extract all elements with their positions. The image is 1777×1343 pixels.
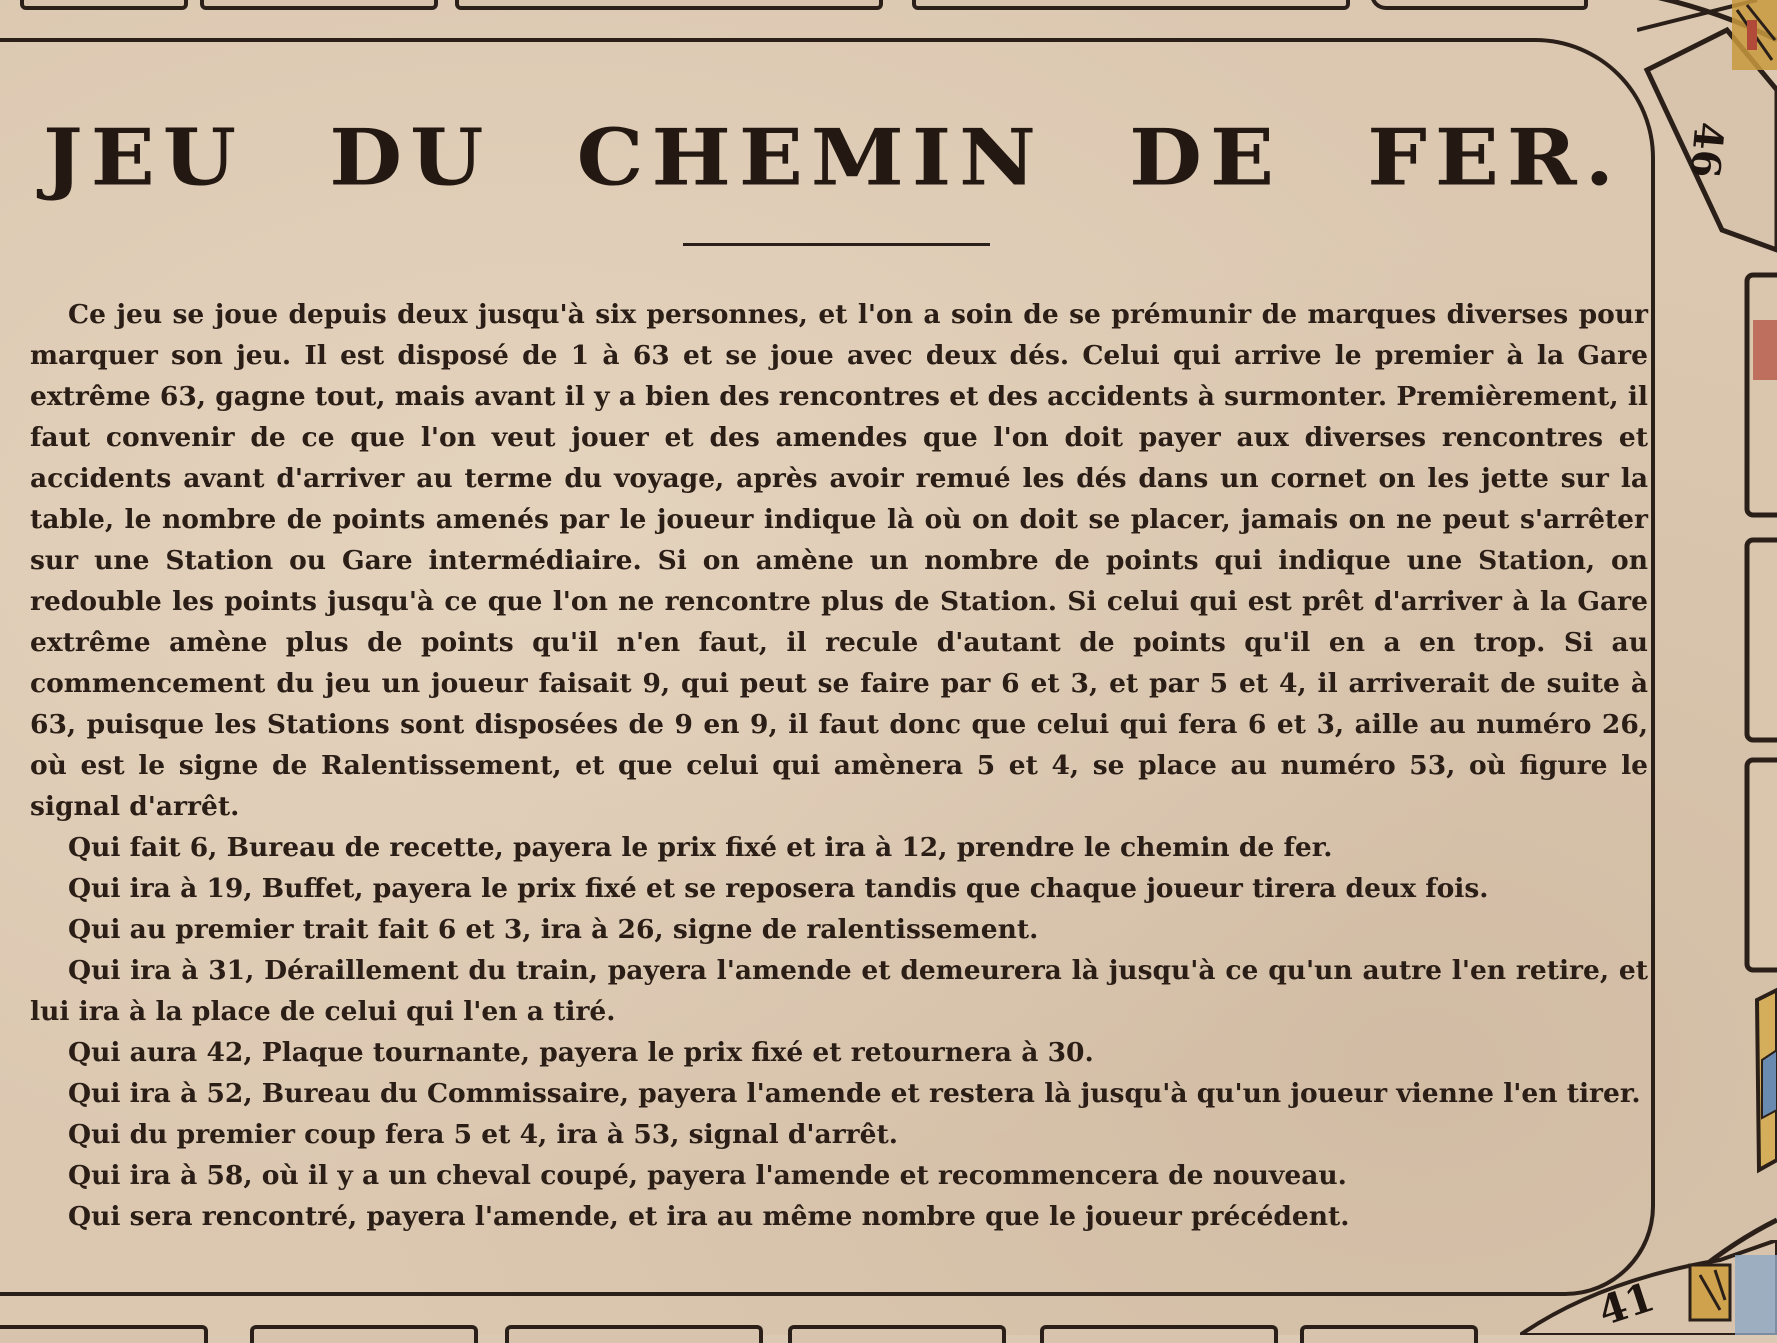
rule-line: Qui au premier trait fait 6 et 3, ira à 26, signe de ralentissement. bbox=[68, 914, 1039, 945]
intro-paragraph: Ce jeu se joue depuis deux jusqu'à six personnes, et l'on a soin de se prémunir de marques diverses pour marquer son jeu. Il est disposé de 1 à 63 et se joue avec deux dés. Celui qui arrive le premier à la Gare extrême 63, gagne tout, mais avant il y a bien des rencontres et des accidents à surmonter. Premièrement, il faut convenir de ce que l'on veut jouer et des amendes que l'on doit payer aux diverses rencontres et accidents avant d'arriver au terme du voyage, après avoir remué les dés dans un cornet on les jette sur la table, le nombre de points amenés par le joueur indique là où on doit se placer, jamais on ne peut s'arrêter sur une Station ou Gare intermédiaire. Si on amène un nombre de points qui indique une Station, on redouble les points jusqu'à ce que l'on ne rencontre plus de Station. Si celui qui est prêt d'arriver à la Gare extrême amène plus de points qu'il n'en faut, il recule d'autant de points qu'il en a en trop. Si au commencement du jeu un joueur faisait 9, qui peut se faire par 6 et 3, et par 5 et 4, il arriverait de suite à 63, puisque les Stations sont disposées de 9 en 9, il faut donc que celui qui fera 6 et 3, aille au numéro 26, où est le signe de Ralentissement, et que celui qui amènera 5 et 4, se place au numéro 53, où figure le signal d'arrêt. bbox=[30, 299, 1648, 822]
board-cell bbox=[1040, 1325, 1278, 1343]
rule-line: Qui ira à 31, Déraillement du train, payera l'amende et demeurera là jusqu'à ce qu'un autre l'en retire, et lui ira à la place de celui qui l'en a tiré. bbox=[30, 955, 1648, 1027]
board-cell bbox=[912, 0, 1350, 10]
page-title: JEU DU CHEMIN DE FER. bbox=[43, 111, 1622, 204]
rule-line: Qui ira à 58, où il y a un cheval coupé, payera l'amende et recommencera de nouveau. bbox=[68, 1160, 1347, 1191]
rule-line: Qui fait 6, Bureau de recette, payera le prix fixé et ira à 12, prendre le chemin de fer. bbox=[68, 832, 1333, 863]
board-cell bbox=[200, 0, 438, 10]
board-cell bbox=[788, 1325, 1006, 1343]
rule-line: Qui ira à 19, Buffet, payera le prix fixé et se reposera tandis que chaque joueur tirera deux fois. bbox=[68, 873, 1489, 904]
rule-line: Qui aura 42, Plaque tournante, payera le prix fixé et retournera à 30. bbox=[68, 1037, 1094, 1068]
board-cell bbox=[250, 1325, 478, 1343]
title-underline bbox=[683, 243, 990, 246]
board-cell bbox=[20, 0, 188, 10]
board-corner-41 bbox=[1520, 1240, 1777, 1335]
rule-line: Qui sera rencontré, payera l'amende, et ira au même nombre que le joueur précédent. bbox=[68, 1201, 1350, 1232]
board-cell bbox=[1300, 1325, 1478, 1343]
board-cell bbox=[505, 1325, 763, 1343]
board-cell bbox=[455, 0, 883, 10]
rules-text bbox=[30, 294, 1648, 1237]
board-cell bbox=[0, 1325, 208, 1343]
board-cell bbox=[1370, 0, 1588, 10]
board-number-46: 46 bbox=[1680, 120, 1733, 180]
rule-line: Qui ira à 52, Bureau du Commissaire, payera l'amende et restera là jusqu'à qu'un joueur vienne l'en tirer. bbox=[68, 1078, 1641, 1109]
rule-line: Qui du premier coup fera 5 et 4, ira à 53, signal d'arrêt. bbox=[68, 1119, 898, 1150]
board-number-41: 41 bbox=[1592, 1273, 1661, 1335]
